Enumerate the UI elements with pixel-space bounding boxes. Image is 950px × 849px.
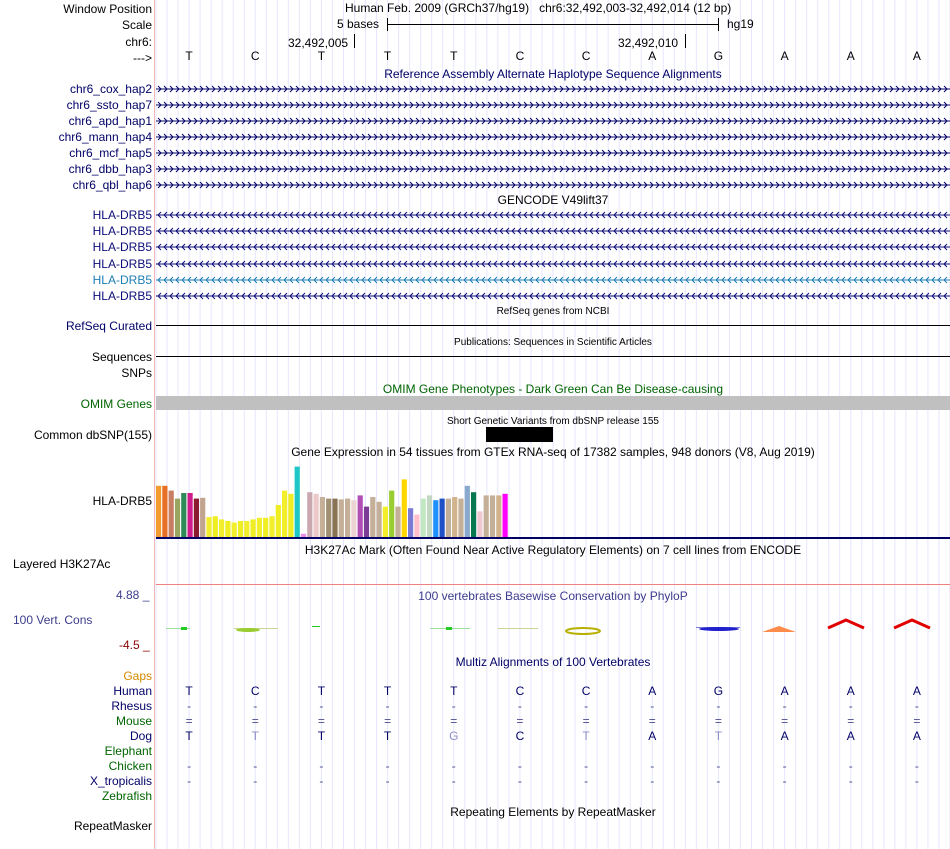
gencode-transcript[interactable]: [156, 259, 950, 269]
multiz-base: T: [714, 729, 723, 743]
multiz-base: -: [517, 759, 522, 773]
scale-bar-right-tick: [718, 18, 719, 31]
alt-hap-alignment[interactable]: [156, 116, 950, 126]
alt-hap-track-title: Reference Assembly Alternate Haplotype Sequence Alignments: [384, 67, 722, 81]
gtex-track-title: Gene Expression in 54 tissues from GTEx RNA-seq of 17382 samples, 948 donors (V8, Aug 2019): [291, 445, 815, 459]
gencode-transcript-label[interactable]: HLA-DRB5: [92, 289, 152, 303]
publications-line: [156, 356, 950, 357]
gtex-bar: [503, 494, 508, 537]
gtex-bar: [263, 518, 268, 537]
multiz-base: T: [383, 684, 392, 698]
reference-base: T: [383, 49, 392, 63]
multiz-base: -: [848, 774, 853, 788]
gtex-bar: [320, 497, 325, 537]
gtex-bar: [358, 495, 363, 537]
alt-hap-alignment[interactable]: [156, 84, 950, 94]
gencode-transcript[interactable]: [156, 226, 950, 236]
phylop-mark: [894, 620, 930, 628]
gtex-bar: [232, 523, 237, 537]
multiz-base: =: [913, 714, 921, 728]
multiz-base: C: [250, 684, 260, 698]
coord-tick-2: [685, 34, 686, 48]
multiz-base: T: [251, 729, 259, 743]
phylop-mark: [446, 627, 452, 630]
phylop-mark: [312, 626, 320, 627]
reference-base: T: [317, 49, 326, 63]
phylop-mark: [828, 620, 864, 628]
phylop-track-label[interactable]: 100 Vert. Cons: [13, 613, 93, 627]
multiz-species-label[interactable]: Gaps: [123, 669, 152, 683]
dbsnp-track-label[interactable]: Common dbSNP(155): [33, 428, 152, 442]
multiz-base: =: [317, 714, 325, 728]
multiz-base: -: [914, 759, 919, 773]
multiz-base: G: [449, 729, 459, 743]
gtex-bar: [244, 521, 249, 537]
gtex-bar: [188, 493, 193, 537]
alt-hap-alignment[interactable]: [156, 148, 950, 158]
gtex-bar: [269, 516, 274, 537]
gtex-bar: [377, 502, 382, 537]
gtex-bar: [370, 497, 375, 537]
gtex-bar: [421, 499, 426, 537]
multiz-species-label[interactable]: X_tropicalis: [89, 774, 152, 788]
multiz-species-label[interactable]: Rhesus: [111, 699, 152, 713]
gtex-bar: [282, 491, 287, 537]
gencode-transcript[interactable]: [156, 275, 950, 285]
gencode-transcript-label[interactable]: HLA-DRB5: [92, 256, 152, 271]
coord-label-2: 32,492,010: [618, 36, 679, 50]
chrom-label: chr6:: [125, 35, 152, 49]
gtex-bar: [465, 486, 470, 537]
multiz-base: =: [714, 714, 722, 728]
gtex-bar: [213, 516, 218, 537]
multiz-base: A: [912, 729, 921, 743]
reference-base: A: [648, 49, 657, 63]
gtex-bar: [351, 500, 356, 537]
phylop-mark: [236, 628, 260, 632]
gtex-bar: [169, 491, 174, 537]
multiz-base: =: [185, 714, 193, 728]
gtex-bar: [225, 521, 230, 537]
multiz-base: -: [187, 699, 192, 713]
multiz-base: -: [782, 699, 787, 713]
reference-base: G: [713, 49, 724, 63]
dbsnp-track-title: Short Genetic Variants from dbSNP release 155: [447, 416, 659, 427]
reference-base: A: [912, 49, 921, 63]
multiz-base: T: [450, 684, 458, 698]
gtex-bar: [408, 508, 413, 537]
phylop-mark: [181, 627, 187, 630]
gtex-bar: [162, 486, 167, 537]
gencode-track-title: GENCODE V49lift37: [497, 193, 609, 207]
gtex-bar: [496, 495, 501, 537]
gtex-bar: [251, 519, 256, 537]
gtex-bar: [307, 492, 312, 537]
repeatmasker-track-title: Repeating Elements by RepeatMasker: [450, 805, 656, 819]
multiz-base: C: [515, 729, 525, 743]
gencode-transcript[interactable]: [156, 210, 950, 220]
repeatmasker-track-label[interactable]: RepeatMasker: [73, 819, 152, 833]
multiz-base: -: [716, 774, 721, 788]
multiz-base: T: [317, 729, 326, 743]
reference-base: C: [581, 49, 591, 63]
multiz-base: -: [385, 774, 390, 788]
multiz-base: A: [846, 729, 855, 743]
gencode-transcript-label[interactable]: HLA-DRB5: [92, 240, 152, 255]
multiz-base: G: [713, 684, 724, 698]
gtex-bar: [200, 498, 205, 537]
gtex-bar: [181, 493, 186, 537]
multiz-base: -: [451, 774, 456, 788]
multiz-species-label[interactable]: Elephant: [104, 744, 152, 758]
dbsnp-variant-block[interactable]: [486, 427, 553, 442]
multiz-base: -: [782, 759, 787, 773]
multiz-base: -: [517, 774, 522, 788]
gencode-transcript-label[interactable]: HLA-DRB5: [92, 208, 152, 222]
reference-base: T: [185, 49, 193, 63]
multiz-base: -: [650, 699, 655, 713]
scale-label: Scale: [121, 18, 152, 32]
gtex-bar: [471, 492, 476, 537]
multiz-base: =: [648, 714, 656, 728]
alt-hap-label[interactable]: chr6_dbb_hap3: [68, 162, 152, 176]
multiz-base: -: [253, 759, 258, 773]
publications-track-title: Publications: Sequences in Scientific Articles: [454, 337, 652, 348]
alt-hap-label[interactable]: chr6_mcf_hap5: [69, 146, 152, 160]
gtex-bar: [276, 505, 281, 537]
multiz-base: -: [253, 774, 258, 788]
gtex-bar: [194, 499, 199, 537]
multiz-base: -: [584, 699, 589, 713]
refseq-track-label[interactable]: RefSeq Curated: [65, 319, 152, 333]
multiz-base: A: [780, 729, 789, 743]
multiz-base: T: [317, 684, 326, 698]
multiz-base: -: [782, 774, 787, 788]
reference-base: C: [515, 49, 525, 63]
omim-track-label[interactable]: OMIM Genes: [80, 397, 152, 411]
gtex-bar: [295, 467, 300, 537]
multiz-base: A: [846, 684, 855, 698]
phylop-mark: [762, 626, 796, 632]
multiz-track-title: Multiz Alignments of 100 Vertebrates: [455, 655, 651, 669]
multiz-base: =: [450, 714, 458, 728]
gtex-bar: [440, 499, 445, 537]
multiz-base: =: [251, 714, 259, 728]
scale-text: 5 bases: [337, 17, 380, 31]
gtex-bar: [288, 494, 293, 537]
multiz-base: T: [582, 729, 590, 743]
gencode-transcript-label[interactable]: HLA-DRB5: [92, 224, 152, 239]
multiz-base: -: [517, 699, 522, 713]
multiz-base: -: [650, 774, 655, 788]
gtex-bar: [427, 495, 432, 537]
gtex-bar: [458, 499, 463, 537]
gtex-bar: [446, 499, 451, 537]
multiz-base: -: [848, 759, 853, 773]
omim-track-title: OMIM Gene Phenotypes - Dark Green Can Be Disease-causing: [382, 382, 724, 396]
omim-bar[interactable]: [156, 396, 950, 410]
multiz-base: =: [384, 714, 392, 728]
gtex-bar: [364, 507, 369, 537]
phylop-max-label: 4.88 _: [116, 588, 150, 602]
gtex-bar: [452, 497, 457, 537]
multiz-base: -: [319, 699, 324, 713]
multiz-species-label[interactable]: Zebrafish: [101, 789, 152, 803]
alt-hap-label[interactable]: chr6_apd_hap1: [68, 114, 152, 128]
multiz-base: =: [582, 714, 590, 728]
alt-hap-alignment[interactable]: [156, 132, 950, 142]
alt-hap-alignment[interactable]: [156, 100, 950, 110]
multiz-base: -: [385, 759, 390, 773]
gencode-transcript[interactable]: [156, 291, 950, 301]
gtex-bar: [326, 499, 331, 537]
phylop-mark: [699, 627, 739, 631]
gtex-bar: [332, 499, 337, 537]
coord-label-1: 32,492,005: [288, 36, 349, 50]
multiz-base: -: [187, 774, 192, 788]
gtex-bar: [156, 486, 161, 537]
alt-hap-label[interactable]: chr6_ssto_hap7: [66, 98, 152, 112]
gtex-bar: [219, 519, 224, 537]
phylop-min-label: -4.5 _: [119, 638, 150, 652]
multiz-base: =: [781, 714, 789, 728]
multiz-base: -: [253, 699, 258, 713]
gtex-gene-label[interactable]: HLA-DRB5: [92, 494, 152, 508]
multiz-species-label[interactable]: Mouse: [115, 714, 152, 728]
alt-hap-alignment[interactable]: [156, 164, 950, 174]
gtex-bar: [206, 517, 211, 537]
gtex-bar: [490, 495, 495, 537]
scale-bar-left-tick: [387, 18, 388, 31]
multiz-base: A: [912, 684, 921, 698]
reference-base: A: [846, 49, 855, 63]
multiz-base: -: [385, 699, 390, 713]
alt-hap-label[interactable]: chr6_qbl_hap6: [72, 178, 152, 192]
coord-tick-1: [354, 34, 355, 48]
gtex-bar: [389, 491, 394, 537]
multiz-base: -: [451, 759, 456, 773]
gtex-bar: [383, 507, 388, 537]
multiz-base: -: [716, 699, 721, 713]
track-label-divider: [154, 0, 155, 849]
phylop-logo-plot: [156, 612, 950, 640]
gtex-bar: [477, 511, 482, 537]
gtex-bar: [433, 500, 438, 537]
phylop-mark: [498, 628, 538, 629]
gtex-bar: [402, 479, 407, 537]
gtex-bar: [301, 534, 306, 537]
alt-hap-label[interactable]: chr6_cox_hap2: [69, 82, 152, 96]
multiz-base: A: [648, 729, 657, 743]
multiz-base: =: [847, 714, 855, 728]
snps-label[interactable]: SNPs: [121, 366, 152, 380]
scale-bar: [387, 24, 718, 25]
window-title: Human Feb. 2009 (GRCh37/hg19) chr6:32,492,003-32,492,014 (12 bp): [345, 1, 732, 15]
multiz-base: T: [383, 729, 392, 743]
gtex-bar: [339, 499, 344, 537]
multiz-species-label[interactable]: Chicken: [108, 759, 152, 773]
multiz-base: C: [581, 684, 591, 698]
reference-base: A: [780, 49, 789, 63]
reference-base: T: [450, 49, 458, 63]
multiz-base: -: [584, 759, 589, 773]
multiz-base: -: [914, 774, 919, 788]
multiz-base: A: [648, 684, 657, 698]
multiz-base: -: [584, 774, 589, 788]
phylop-track-title: 100 vertebrates Basewise Conservation by PhyloP: [418, 589, 688, 603]
multiz-base: -: [848, 699, 853, 713]
multiz-base: -: [650, 759, 655, 773]
multiz-base: T: [185, 729, 193, 743]
multiz-base: A: [780, 684, 789, 698]
refseq-track-title: RefSeq genes from NCBI: [496, 306, 610, 317]
gtex-bar: [345, 499, 350, 537]
multiz-species-label[interactable]: Human: [113, 684, 152, 698]
multiz-base: -: [319, 759, 324, 773]
h3k27ac-track-title: H3K27Ac Mark (Often Found Near Active Regulatory Elements) on 7 cell lines from ENCODE: [304, 543, 802, 557]
multiz-base: C: [515, 684, 525, 698]
multiz-base: =: [516, 714, 524, 728]
h3k27ac-signal-line: [156, 584, 950, 585]
multiz-base: -: [187, 759, 192, 773]
gencode-transcript[interactable]: [156, 242, 950, 252]
gtex-bar: [395, 507, 400, 537]
multiz-base: -: [914, 699, 919, 713]
multiz-base: -: [451, 699, 456, 713]
window-position-label: Window Position: [63, 2, 152, 16]
gtex-bar: [414, 515, 419, 537]
alt-hap-label[interactable]: chr6_mann_hap4: [58, 130, 152, 144]
strand-arrow-label: --->: [133, 51, 152, 65]
assembly-label: hg19: [727, 17, 754, 31]
publications-track-label[interactable]: Sequences: [91, 350, 152, 364]
h3k27ac-track-label[interactable]: Layered H3K27Ac: [13, 557, 111, 571]
gtex-bar-chart[interactable]: [156, 460, 950, 540]
reference-base: C: [250, 49, 260, 63]
gencode-transcript-label[interactable]: HLA-DRB5: [92, 272, 152, 287]
refseq-line: [156, 325, 950, 326]
gtex-bar: [484, 495, 489, 537]
multiz-base: T: [185, 684, 193, 698]
gtex-bar: [238, 521, 243, 537]
gtex-bar: [175, 499, 180, 537]
gtex-bar: [314, 494, 319, 537]
multiz-base: -: [716, 759, 721, 773]
multiz-base: -: [319, 774, 324, 788]
alt-hap-alignment[interactable]: [156, 180, 950, 190]
phylop-mark: [566, 628, 600, 634]
gtex-bar: [257, 518, 262, 537]
multiz-species-label[interactable]: Dog: [129, 729, 152, 743]
